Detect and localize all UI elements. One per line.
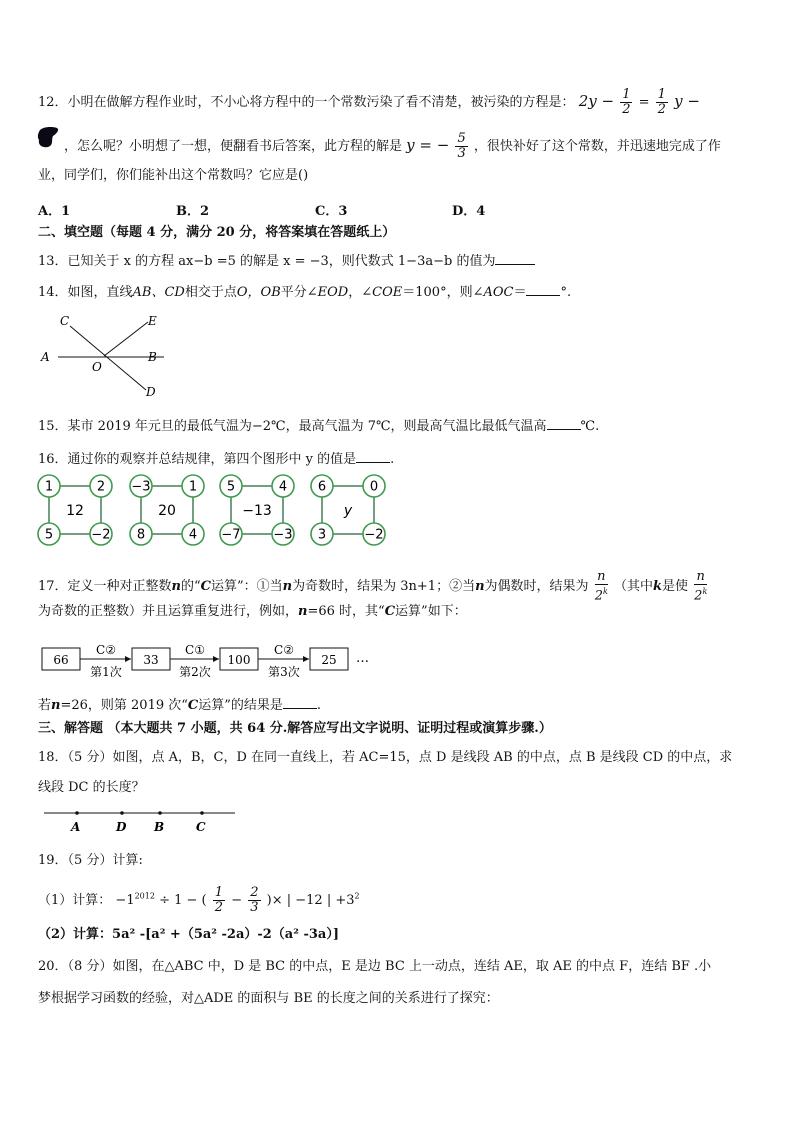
center-value: −13 xyxy=(242,503,272,519)
q17-text: n xyxy=(51,698,61,713)
q19-p1-label: （1）计算： xyxy=(38,893,112,908)
center-value: y xyxy=(343,503,353,519)
q14-text: ＝100°，则∠ xyxy=(402,285,484,300)
q14-text: ，∠ xyxy=(348,285,373,300)
q15-text: 15．某市 2019 年元旦的最低气温为−2℃，最高气温为 7℃，则最高气温比最低气温高 xyxy=(38,419,547,434)
flow-box-value: 66 xyxy=(53,653,69,667)
q17-text: C xyxy=(187,698,199,713)
arrow-head xyxy=(213,656,219,662)
q17-text: 运算”：①当 xyxy=(211,579,283,595)
flow-op-label: C② xyxy=(96,643,116,657)
section-2-heading: 二、填空题（每题 4 分，满分 20 分，将答案填在答题纸上） xyxy=(38,225,396,240)
number-square xyxy=(311,475,385,545)
flow-op-label: C② xyxy=(274,643,294,657)
q12-solution-lhs: y = − xyxy=(406,136,450,154)
q14-text: COE xyxy=(372,285,403,300)
corner-value: −3 xyxy=(131,479,151,495)
flow-step-label: 第2次 xyxy=(179,665,211,679)
q17-c-operation-flow xyxy=(38,636,378,682)
flow-box-value: 100 xyxy=(227,653,251,667)
q17-text: 是使 xyxy=(662,579,689,595)
corner-value: 1 xyxy=(44,479,54,495)
q12-option-a: A．1 xyxy=(38,204,71,219)
q17-text: n xyxy=(475,579,485,595)
q17-text: n xyxy=(171,579,181,595)
q12-line1 xyxy=(38,88,700,117)
label-d: D xyxy=(146,385,156,399)
q16-number-squares-figure xyxy=(36,474,396,550)
flow-ellipsis: … xyxy=(356,651,369,666)
flow-box-value: 33 xyxy=(143,653,159,667)
flow-box-value: 25 xyxy=(321,653,337,667)
answer-blank xyxy=(283,694,317,709)
q19-title: 19．（5 分）计算: xyxy=(38,853,143,868)
corner-value: −2 xyxy=(364,527,384,543)
q13 xyxy=(38,250,535,271)
q17-text: （其中 xyxy=(613,579,653,595)
flow-op-label: C① xyxy=(185,643,205,657)
corner-value: −3 xyxy=(273,527,293,543)
q16 xyxy=(38,448,394,469)
q17-text: 的“ xyxy=(181,579,201,595)
q19-frac-2: $\frac{2}{3}$ xyxy=(250,885,259,915)
q14-text: O，OB xyxy=(236,285,281,300)
q17-line2 xyxy=(38,603,467,621)
q17-line3 xyxy=(38,694,321,715)
q17-text: 17．定义一种对正整数 xyxy=(38,579,172,595)
corner-value: 5 xyxy=(226,479,236,495)
corner-value: 5 xyxy=(44,527,54,543)
q17-text: 为奇数的正整数）并且运算重复进行，例如， xyxy=(38,604,299,619)
q14 xyxy=(38,281,571,302)
label-b: B xyxy=(148,350,157,364)
q14-text: AB、CD xyxy=(132,285,185,300)
flow-step-label: 第3次 xyxy=(268,665,300,679)
q12-frac-half2: $\frac{1}{2}$ xyxy=(657,87,666,117)
q14-text: ＝ xyxy=(513,285,527,300)
q12-option-d: D．4 xyxy=(452,204,486,219)
q15-unit: ℃. xyxy=(580,419,600,434)
q17-text: =66 时，其“ xyxy=(307,604,385,619)
q19-exp: 2 xyxy=(354,891,360,901)
q14-text: 平分∠ xyxy=(280,285,318,300)
q17-text: 为奇数时，结果为 3n+1；②当 xyxy=(292,579,476,595)
q12-text: 12．小明在做解方程作业时，不小心将方程中的一个常数污染了看不清楚，被污染的方程是： xyxy=(38,95,575,110)
q18-line1: 18．（5 分）如图，点 A，B，C，D 在同一直线上，若 AC=15，点 D 是线段 AB 的中点，点 B 是线段 CD 的中点，求 xyxy=(38,750,733,765)
corner-value: 1 xyxy=(188,479,198,495)
arrow-head xyxy=(125,656,131,662)
q12-line2-tail: ，很快补好了这个常数，并迅速地完成了作 xyxy=(473,139,721,154)
corner-value: 0 xyxy=(369,479,379,495)
answer-blank xyxy=(526,281,560,296)
q14-text: 相交于点 xyxy=(184,285,237,300)
center-value: 20 xyxy=(158,503,176,519)
q14-intersecting-lines-figure xyxy=(36,310,176,402)
flow-step-label: 第1次 xyxy=(90,665,122,679)
q12-line3: 业，同学们，你们能补出这个常数吗？它应是() xyxy=(38,168,309,183)
q16-end: . xyxy=(390,452,395,467)
answer-blank xyxy=(356,448,390,463)
q20-line1: 20．（8 分）如图，在△ABC 中，D 是 BC 的中点，E 是边 BC 上一动点，连结 AE，取 AE 的中点 F，连结 BF .小 xyxy=(38,959,712,974)
corner-value: −7 xyxy=(221,527,241,543)
corner-value: 6 xyxy=(317,479,327,495)
arrow-head xyxy=(303,656,309,662)
q12-option-c: C．3 xyxy=(315,204,348,219)
corner-value: −2 xyxy=(91,527,111,543)
label-d: D xyxy=(116,820,127,834)
corner-value: 8 xyxy=(136,527,146,543)
q17-text: C xyxy=(200,579,212,595)
label-a: A xyxy=(71,820,81,834)
ray-oe xyxy=(104,322,148,356)
label-a: A xyxy=(41,350,50,364)
q18-segment-figure xyxy=(42,806,242,836)
q12-frac-solution: $\frac{5}{3}$ xyxy=(457,131,466,161)
q17-text: 运算”如下： xyxy=(395,604,467,619)
q14-text: EOD xyxy=(317,285,349,300)
q17-text: n xyxy=(282,579,293,595)
point-c xyxy=(200,811,204,815)
point-d xyxy=(120,811,124,815)
corner-value: 2 xyxy=(96,479,106,495)
section-3-heading: 三、解答题 （本大题共 7 小题，共 64 分.解答应写出文字说明、证明过程或演算步骤.） xyxy=(38,721,552,736)
q17-text: 若 xyxy=(38,698,52,713)
q17-text: =26，则第 2019 次“ xyxy=(60,698,188,713)
label-b: B xyxy=(154,820,165,834)
number-square xyxy=(220,475,294,545)
q12-eq-tail: y − xyxy=(674,92,700,110)
q18-line2: 线段 DC 的长度？ xyxy=(38,780,145,795)
line-cd xyxy=(70,326,146,390)
label-e: E xyxy=(148,314,157,328)
q19-expr: −1 xyxy=(115,893,135,908)
answer-blank xyxy=(547,415,581,430)
q17-text: n xyxy=(298,604,308,619)
ink-blot-image xyxy=(36,126,60,148)
q14-text: 14．如图，直线 xyxy=(38,285,133,300)
q17-text: C xyxy=(384,604,396,619)
q12-line2-text: ，怎么呢？小明想了一想，便翻看书后答案，此方程的解是 xyxy=(64,139,403,154)
q17-text: 运算”的结果是 xyxy=(198,698,283,713)
q16-text: 16．通过你的观察并总结规律，第四个图形中 y 的值是 xyxy=(38,452,357,467)
q19-expr: ÷ 1 − ( xyxy=(159,893,207,908)
q12-line2 xyxy=(64,132,721,161)
q17-text: 为偶数时，结果为 xyxy=(484,579,589,595)
q17-text: . xyxy=(316,698,322,713)
q17-frac-1: $\frac{n}{2^k}$ xyxy=(594,569,608,604)
q19-expr: − xyxy=(231,893,243,908)
corner-value: 4 xyxy=(188,527,198,543)
q13-text: 13．已知关于 x 的方程 ax−b =5 的解是 x = −3，则代数式 1−3a−b 的值为 xyxy=(38,254,496,269)
q12-eq-mid: = xyxy=(638,95,650,110)
q12-frac-half: $\frac{1}{2}$ xyxy=(622,87,631,117)
q17-text: k xyxy=(652,579,662,595)
q20-line2: 梦根据学习函数的经验，对△ADE 的面积与 BE 的长度之间的关系进行了探究： xyxy=(38,991,499,1006)
point-b xyxy=(158,811,162,815)
q19-part2: （2）计算：5a² -[a² +（5a² -2a）-2（a² -3a）] xyxy=(38,927,339,942)
label-c: C xyxy=(196,820,206,834)
q12-option-b: B．2 xyxy=(176,204,210,219)
label-o: O xyxy=(92,360,102,374)
q19-exp: 2012 xyxy=(134,891,155,901)
number-square xyxy=(130,475,204,545)
corner-value: 4 xyxy=(278,479,288,495)
q15 xyxy=(38,415,599,436)
q14-text: AOC xyxy=(483,285,514,300)
q14-text: °. xyxy=(560,285,572,300)
point-a xyxy=(75,811,79,815)
q12-eq-a: 2y − xyxy=(578,92,615,110)
corner-value: 3 xyxy=(317,527,327,543)
number-square xyxy=(38,475,112,545)
q19-part1 xyxy=(38,886,360,915)
label-c: C xyxy=(60,314,70,328)
q19-expr: )× | −12 | +3 xyxy=(266,893,355,908)
q19-frac-1: $\frac{1}{2}$ xyxy=(214,885,224,915)
q17-line1 xyxy=(38,570,709,603)
answer-blank xyxy=(495,250,535,265)
q17-frac-2: $\frac{n}{2^k}$ xyxy=(694,569,708,604)
center-value: 12 xyxy=(66,503,84,519)
